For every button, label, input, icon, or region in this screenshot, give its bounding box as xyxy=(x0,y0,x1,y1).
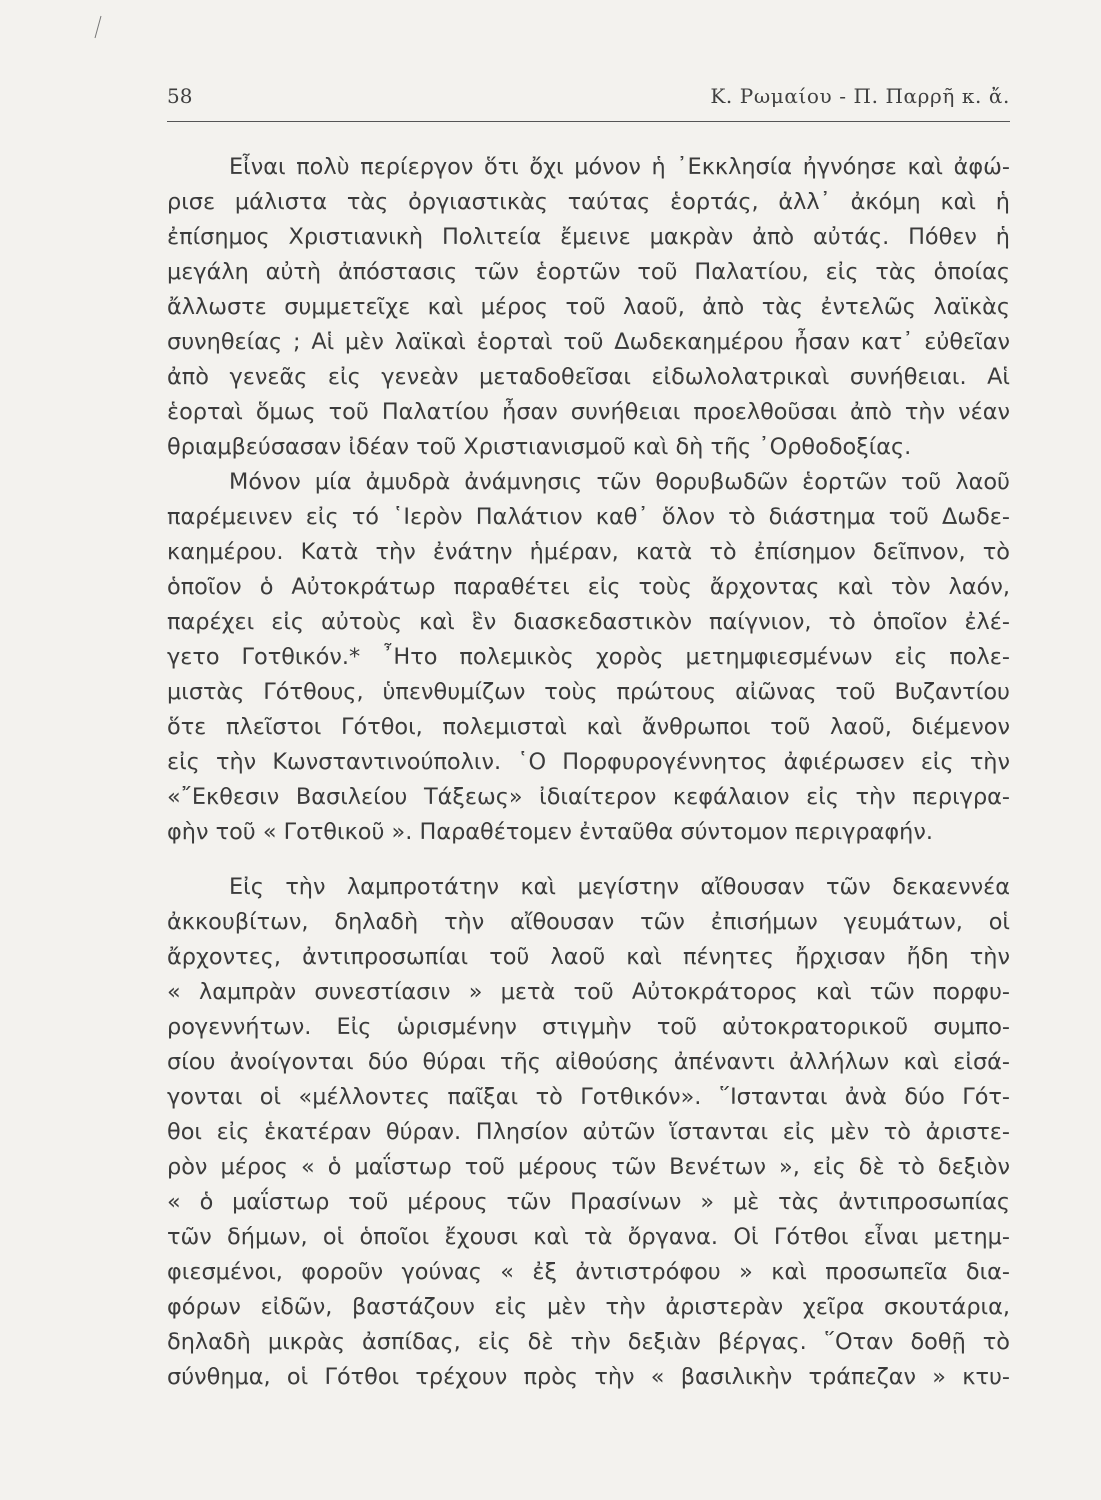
text-line: δηλαδὴ μικρὰς ἀσπίδας, εἰς δὲ τὴν δεξιὰν βέργας. ῞Οταν δοθῇ τὸ xyxy=(167,1329,1010,1355)
text-line: Μόνον μία ἀμυδρὰ ἀνάμνησις τῶν θορυβωδῶν ἑορτῶν τοῦ λαοῦ xyxy=(229,469,1010,495)
page-header xyxy=(167,84,1010,118)
text-line: Εἶναι πολὺ περίεργον ὅτι ὄχι μόνον ἡ ᾿Εκκλησία ἠγνόησε καὶ ἀφώ- xyxy=(229,154,1010,180)
text-line: ὅτε πλεῖστοι Γότθοι, πολεμισταὶ καὶ ἄνθρωποι τοῦ λαοῦ, διέμενον xyxy=(167,714,1010,740)
text-line: ἀπὸ γενεᾶς εἰς γενεὰν μεταδοθεῖσαι εἰδωλολατρικαὶ συνήθειαι. Αἱ xyxy=(167,364,1010,390)
text-line: φόρων εἰδῶν, βαστάζουν εἰς μὲν τὴν ἀριστερὰν χεῖρα σκουτάρια, xyxy=(167,1294,1010,1320)
text-line: σίου ἀνοίγονται δύο θύραι τῆς αἰθούσης ἀπέναντι ἀλλήλων καὶ εἰσά- xyxy=(167,1049,1010,1075)
text-line: ὁποῖον ὁ Αὐτοκράτωρ παραθέτει εἰς τοὺς ἄρχοντας καὶ τὸν λαόν, xyxy=(167,574,1010,600)
text-line: μεγάλη αὐτὴ ἀπόστασις τῶν ἑορτῶν τοῦ Παλατίου, εἰς τὰς ὁποίας xyxy=(167,259,1010,285)
text-block xyxy=(167,150,1010,850)
text-line: καημέρου. Κατὰ τὴν ἐνάτην ἡμέραν, κατὰ τὸ ἐπίσημον δεῖπνον, τὸ xyxy=(167,539,1010,565)
quoted-description-block xyxy=(167,870,1010,1395)
header-rule xyxy=(167,121,1010,122)
text-line: φιεσμένοι, φοροῦν γούνας « ἐξ ἀντιστρόφου » καὶ προσωπεῖα δια- xyxy=(167,1259,1010,1285)
text-line: παρέμεινεν εἰς τό ῾Ιερὸν Παλάτιον καθ᾿ ὅλον τὸ διάστημα τοῦ Δωδε- xyxy=(167,504,1010,530)
text-line: συνηθείας ; Αἱ μὲν λαϊκαὶ ἑορταὶ τοῦ Δωδεκαημέρου ἦσαν κατ᾿ εὐθεῖαν xyxy=(167,329,1010,355)
running-title: Κ. Ρωμαίου - Π. Παρρῆ κ. ἄ. xyxy=(710,84,1010,108)
text-line: θοι εἰς ἑκατέραν θύραν. Πλησίον αὐτῶν ἵστανται εἰς μὲν τὸ ἀριστε- xyxy=(167,1119,1010,1145)
paragraph xyxy=(167,465,1010,850)
text-line: ρογεννήτων. Εἰς ὡρισμένην στιγμὴν τοῦ αὐτοκρατορικοῦ συμπο- xyxy=(167,1014,1010,1040)
text-line: « λαμπρὰν συνεστίασιν » μετὰ τοῦ Αὐτοκράτορος καὶ τῶν πορφυ- xyxy=(167,979,1010,1005)
text-line: παρέχει εἰς αὐτοὺς καὶ ἓν διασκεδαστικὸν παίγνιον, τὸ ὁποῖον ἐλέ- xyxy=(167,609,1010,635)
text-line: «῎Εκθεσιν Βασιλείου Τάξεως» ἰδιαίτερον κεφάλαιον εἰς τὴν περιγρα- xyxy=(167,784,1010,810)
text-line: σύνθημα, οἱ Γότθοι τρέχουν πρὸς τὴν « βασιλικὴν τράπεζαν » κτυ- xyxy=(167,1364,1010,1390)
text-line: φὴν τοῦ « Γοτθικοῦ ». Παραθέτομεν ἐνταῦθα σύντομον περιγραφήν. xyxy=(167,819,933,845)
paragraph xyxy=(167,150,1010,465)
text-line: τῶν δήμων, οἱ ὁποῖοι ἔχουσι καὶ τὰ ὄργανα. Οἱ Γότθοι εἶναι μετημ- xyxy=(167,1224,1010,1250)
text-line: ἐπίσημος Χριστιανικὴ Πολιτεία ἔμεινε μακρὰν ἀπὸ αὐτάς. Πόθεν ἡ xyxy=(167,224,1010,250)
text-line: « ὁ μαΐστωρ τοῦ μέρους τῶν Πρασίνων » μὲ τὰς ἀντιπροσωπίας xyxy=(167,1189,1010,1215)
text-line: ἀκκουβίτων, δηλαδὴ τὴν αἴθουσαν τῶν ἐπισήμων γευμάτων, οἱ xyxy=(167,909,1010,935)
text-line: ἄρχοντες, ἀντιπροσωπίαι τοῦ λαοῦ καὶ πένητες ἤρχισαν ἤδη τὴν xyxy=(167,944,1010,970)
text-line: γονται οἱ «μέλλοντες παῖξαι τὸ Γοτθικόν». ῞Ιστανται ἀνὰ δύο Γότ- xyxy=(167,1084,1010,1110)
text-line: Εἰς τὴν λαμπροτάτην καὶ μεγίστην αἴθουσαν τῶν δεκαεννέα xyxy=(229,874,1010,900)
text-line: ρισε μάλιστα τὰς ὀργιαστικὰς ταύτας ἑορτάς, ἀλλ᾿ ἀκόμη καὶ ἡ xyxy=(167,189,1010,215)
text-line: εἰς τὴν Κωνσταντινούπολιν. ῾Ο Πορφυρογέννητος ἀφιέρωσεν εἰς τὴν xyxy=(167,749,1010,775)
pencil-mark xyxy=(93,14,103,40)
page-number: 58 xyxy=(167,84,193,108)
text-line: μιστὰς Γότθους, ὑπενθυμίζων τοὺς πρώτους αἰῶνας τοῦ Βυζαντίου xyxy=(167,679,1010,705)
text-line: ἄλλωστε συμμετεῖχε καὶ μέρος τοῦ λαοῦ, ἀπὸ τὰς ἐντελῶς λαϊκὰς xyxy=(167,294,1010,320)
text-line: ἑορταὶ ὅμως τοῦ Παλατίου ἦσαν συνήθειαι προελθοῦσαι ἀπὸ τὴν νέαν xyxy=(167,399,1010,425)
text-line: ρὸν μέρος « ὁ μαΐστωρ τοῦ μέρους τῶν Βενέτων », εἰς δὲ τὸ δεξιὸν xyxy=(167,1154,1010,1180)
text-line: θριαμβεύσασαν ἰδέαν τοῦ Χριστιανισμοῦ καὶ δὴ τῆς ᾿Ορθοδοξίας. xyxy=(167,434,912,460)
paragraph xyxy=(167,870,1010,1395)
text-line: γετο Γοτθικόν.* ῏Ητο πολεμικὸς χορὸς μετημφιεσμένων εἰς πολε- xyxy=(167,644,1010,670)
